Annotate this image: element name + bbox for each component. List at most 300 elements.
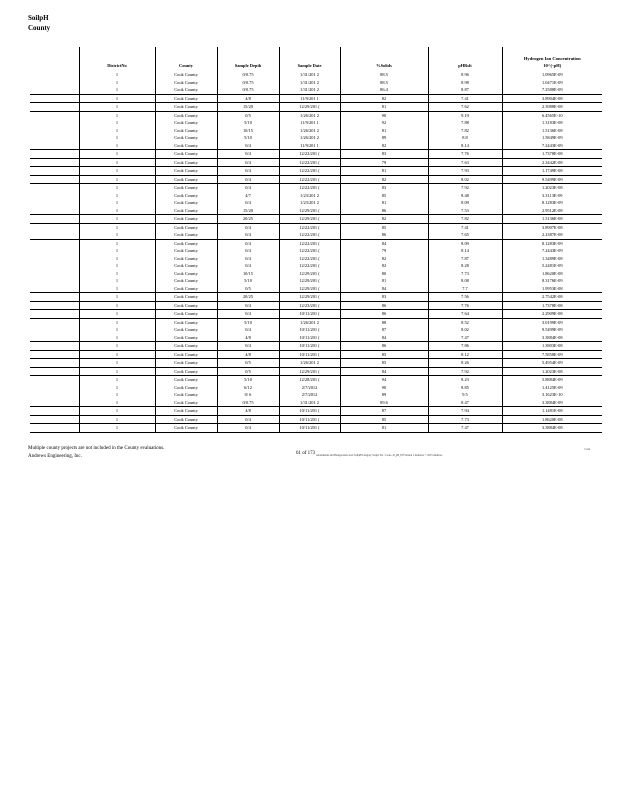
table-row	[30, 262, 602, 270]
county-cell: Cook County	[155, 350, 217, 359]
hydrogen-ion-cell: 1.1481E-08	[502, 407, 602, 416]
date-cell: 1/26/201 2	[279, 127, 340, 135]
county-cell: Cook County	[155, 285, 217, 293]
table-row	[30, 384, 602, 392]
county-cell: Cook County	[155, 424, 217, 433]
column-header-blank	[30, 47, 79, 71]
solids-cell: 79	[340, 247, 428, 255]
table-row	[30, 207, 602, 215]
table-row	[30, 334, 602, 342]
date-cell: 12/29/201 (	[279, 207, 340, 215]
date-cell: 12/29/201 (	[279, 367, 340, 376]
solids-cell: 86	[340, 207, 428, 215]
soil-ph-table	[30, 47, 602, 433]
date-cell: 2/7/2012	[279, 384, 340, 392]
table-row	[30, 424, 602, 433]
district-cell: 1	[79, 175, 155, 184]
ph-cell: 7.7	[428, 285, 502, 293]
district-cell: 1	[79, 262, 155, 270]
table-row	[30, 270, 602, 278]
depth-cell: 0/4	[217, 415, 279, 424]
spacer-cell	[30, 301, 79, 310]
spacer-cell	[30, 199, 79, 207]
solids-cell: 89	[340, 391, 428, 399]
ph-cell: 7.82	[428, 215, 502, 224]
hydrogen-ion-cell: 1.1749E-08	[502, 167, 602, 176]
solids-cell: 83	[340, 184, 428, 192]
hydrogen-ion-cell: 1.8620E-08	[502, 415, 602, 424]
ph-cell: 7.41	[428, 223, 502, 231]
date-cell: 12/22/201 (	[279, 175, 340, 184]
district-cell: 1	[79, 158, 155, 167]
ph-cell: 7.82	[428, 127, 502, 135]
depth-cell: 4/8	[217, 350, 279, 359]
solids-cell: 85	[340, 350, 428, 359]
date-cell: 12/22/201 (	[279, 184, 340, 192]
county-cell: Cook County	[155, 384, 217, 392]
county-cell: Cook County	[155, 150, 217, 159]
footer-company: Andrews Engineering, Inc.	[28, 454, 82, 459]
date-cell: 1/26/201 2	[279, 318, 340, 326]
spacer-cell	[30, 255, 79, 263]
solids-cell: 89.6	[340, 399, 428, 407]
table-row	[30, 158, 602, 167]
hydrogen-ion-cell: 8.3176E-09	[541, 278, 563, 283]
county-cell: Cook County	[155, 192, 217, 200]
date-cell: 12/29/201 (	[279, 215, 340, 224]
ph-cell: 7.47	[428, 334, 502, 342]
ph-cell: 7.94	[428, 407, 502, 416]
footer-file-path: Attachments and Background Level SoilpH/Category Soilpz Yrs.: Cook...D_pH_Eff Version 1 Andrews © 2013 Andrews	[316, 454, 443, 457]
district-cell: 1	[79, 407, 155, 416]
district-cell: 1	[79, 94, 155, 103]
depth-cell: 0/4	[217, 239, 279, 247]
spacer-cell	[30, 71, 79, 79]
county-cell: Cook County	[155, 119, 217, 127]
spacer-cell	[30, 239, 79, 247]
depth-cell: 0/5	[217, 359, 279, 368]
table-row	[30, 376, 602, 384]
county-cell: Cook County	[155, 293, 217, 302]
solids-cell: 90	[340, 111, 428, 119]
district-cell: 1	[79, 223, 155, 231]
hydrogen-ion-cell: 9.5499E-09	[541, 327, 563, 332]
depth-cell: 0/5	[217, 285, 279, 293]
solids-cell: 85	[340, 192, 428, 200]
table-row	[30, 301, 602, 310]
ph-cell: 7.87	[428, 255, 502, 263]
district-cell: 1	[79, 399, 155, 407]
page-number: 61 of 173	[296, 451, 316, 456]
date-cell: 11/9/201 1	[279, 119, 340, 127]
hydrogen-ion-cell: 1.3803E-08	[502, 342, 602, 351]
ph-cell: 7.93	[428, 167, 502, 176]
district-cell: 1	[79, 285, 155, 293]
county-cell: Cook County	[155, 262, 217, 270]
county-cell: Cook County	[155, 310, 217, 319]
date-cell: 12/28/201 (	[279, 376, 340, 384]
hydrogen-ion-cell: 7.2443E-09	[502, 142, 602, 150]
county-cell: Cook County	[155, 391, 217, 399]
date-cell: 10/11/201 (	[279, 415, 340, 424]
date-cell: 12/29/201 (	[279, 270, 340, 278]
depth-cell: 0/0.75	[217, 71, 279, 79]
spacer-cell	[30, 376, 79, 384]
county-cell: Cook County	[155, 223, 217, 231]
depth-cell: 0/5	[217, 367, 279, 376]
ph-cell: 8.14	[428, 247, 502, 255]
spacer-cell	[30, 247, 79, 255]
date-cell: 1/31/201 2	[279, 86, 340, 94]
spacer-cell	[30, 94, 79, 103]
ph-cell: 7.73	[428, 415, 502, 424]
date-cell: 10/11/201 (	[279, 350, 340, 359]
footer-code-label: Code	[584, 448, 590, 451]
depth-cell: 10/15	[217, 270, 279, 278]
hydrogen-ion-cell: 2.9512E-08	[502, 207, 602, 215]
ph-cell: 8.96	[428, 71, 502, 79]
depth-cell: 0/4	[217, 255, 279, 263]
table-row	[30, 239, 602, 247]
hydrogen-ion-cell: 3.1623E-10	[541, 392, 563, 397]
depth-cell: 4/8	[217, 407, 279, 416]
spacer-cell	[30, 184, 79, 192]
report-title-line1: SoilpH	[28, 14, 49, 22]
depth-cell: 5/10	[217, 119, 279, 127]
county-cell: Cook County	[155, 231, 217, 239]
depth-cell: 0/4	[217, 247, 279, 255]
county-cell: Cook County	[155, 142, 217, 150]
date-cell: 12/29/201 (	[279, 277, 340, 285]
spacer-cell	[30, 318, 79, 326]
depth-cell: 0/0.75	[217, 399, 279, 407]
depth-cell: 6/12	[217, 384, 279, 392]
table-row	[30, 86, 602, 94]
hydrogen-ion-cell: 1.8620E-08	[541, 270, 563, 276]
column-header-ph: pHRslt	[428, 47, 502, 71]
county-cell: Cook County	[155, 215, 217, 224]
table-row	[30, 310, 602, 319]
spacer-cell	[30, 293, 79, 302]
spacer-cell	[30, 262, 79, 270]
hydrogen-ion-cell: 1.9953E-08	[502, 285, 602, 293]
ph-cell: 8.09	[428, 239, 502, 247]
ph-cell: 8.52	[428, 318, 502, 326]
solids-cell: 88	[340, 318, 428, 326]
date-cell: 1/31/201 2	[279, 79, 340, 87]
ph-cell: 8.87	[428, 86, 502, 94]
depth-cell: 4/8	[217, 334, 279, 342]
date-cell: 12/29/201 (	[279, 285, 340, 293]
solids-cell: 86	[340, 310, 428, 319]
spacer-cell	[30, 384, 79, 392]
hydrogen-ion-cell: 8.1283E-09	[541, 240, 563, 246]
district-cell: 1	[79, 231, 155, 239]
hydrogen-ion-cell: 1.2023E-08	[541, 185, 563, 190]
footer-page-info	[296, 448, 596, 462]
spacer-cell	[30, 111, 79, 119]
ph-cell: 8.48	[428, 192, 502, 200]
date-cell: 12/23/201 (	[279, 301, 340, 310]
solids-cell: 85	[340, 223, 428, 231]
table-row	[30, 350, 602, 359]
solids-cell: 80	[340, 270, 428, 278]
district-cell: 1	[79, 207, 155, 215]
hydrogen-ion-cell: 3.3113E-09	[542, 192, 563, 198]
depth-cell: 5/10	[217, 318, 279, 326]
solids-cell: 85	[340, 359, 428, 368]
depth-cell: 0/4	[217, 310, 279, 319]
solids-cell: 92	[340, 119, 428, 127]
hydrogen-ion-cell: 2.2909E-08	[502, 310, 602, 319]
table-row	[30, 277, 602, 285]
depth-cell: 0/4	[217, 167, 279, 176]
spacer-cell	[30, 86, 79, 94]
county-cell: Cook County	[155, 127, 217, 135]
depth-cell: 0/0.75	[217, 79, 279, 87]
ph-cell: 7.63	[428, 158, 502, 167]
ph-cell: 8.8	[428, 134, 502, 142]
district-cell: 1	[79, 376, 155, 384]
solids-cell: 86	[340, 231, 428, 239]
ph-cell: 8.08	[428, 277, 502, 285]
hydrogen-ion-cell: 1.2023E-08	[502, 367, 602, 376]
hydrogen-ion-cell: 5.8884E-09	[541, 377, 563, 382]
date-cell: 12/22/201 (	[279, 262, 340, 270]
table-row	[30, 342, 602, 351]
solids-cell: 81	[340, 167, 428, 176]
hydrogen-ion-cell: 3.3884E-08	[502, 334, 602, 342]
date-cell: 1/23/201 2	[279, 192, 340, 200]
solids-cell: 83	[340, 293, 428, 302]
solids-cell: 87	[340, 407, 428, 416]
district-cell: 1	[79, 192, 155, 200]
county-cell: Cook County	[155, 184, 217, 192]
hydrogen-ion-cell: 9.5499E-09	[502, 175, 602, 184]
date-cell: 12/22/201 (	[279, 255, 340, 263]
spacer-cell	[30, 150, 79, 159]
solids-cell: 81	[340, 127, 428, 135]
county-cell: Cook County	[155, 301, 217, 310]
date-cell: 12/22/201 (	[279, 158, 340, 167]
ph-cell: 9.19	[428, 111, 502, 119]
date-cell: 12/22/201 (	[279, 167, 340, 176]
district-cell: 1	[79, 384, 155, 392]
spacer-cell	[30, 103, 79, 112]
table-row	[30, 399, 602, 407]
ph-cell: 8.09	[428, 199, 502, 207]
table-row	[30, 199, 602, 207]
district-cell: 1	[79, 310, 155, 319]
date-cell: 12/22/201 (	[279, 223, 340, 231]
hydrogen-ion-cell: 3.8907E-08	[541, 224, 563, 230]
solids-cell: 86	[340, 342, 428, 351]
spacer-cell	[30, 399, 79, 407]
ph-cell: 8.28	[428, 262, 502, 270]
depth-cell: 5/10	[217, 277, 279, 285]
district-cell: 1	[79, 134, 155, 142]
hydrogen-ion-cell: 1.5136E-08	[541, 127, 563, 133]
table-row	[30, 167, 602, 176]
date-cell: 1/31/201 2	[279, 399, 340, 407]
hydrogen-ion-cell: 1.5136E-08	[502, 215, 602, 224]
county-cell: Cook County	[155, 334, 217, 342]
column-header-county: County	[155, 47, 217, 71]
depth-cell: 0/4	[217, 175, 279, 184]
hydrogen-ion-cell: 7.2443E-09	[541, 248, 563, 253]
depth-cell: 0/4	[217, 142, 279, 150]
ph-cell: 7.76	[428, 150, 502, 159]
county-cell: Cook County	[155, 376, 217, 384]
depth-cell: 15/20	[217, 103, 279, 112]
hydrogen-ion-cell: 2.2387E-08	[502, 231, 602, 239]
column-header-hydrogen-ion-line2: 10^(-pH)	[543, 63, 562, 68]
table-row	[30, 247, 602, 255]
depth-cell: 5/10	[217, 376, 279, 384]
solids-cell: 89	[340, 134, 428, 142]
depth-cell: 0/4	[217, 184, 279, 192]
hydrogen-ion-cell: 7.5858E-09	[502, 350, 602, 359]
table-row	[30, 223, 602, 231]
ph-cell: 7.86	[428, 342, 502, 351]
county-cell: Cook County	[155, 167, 217, 176]
depth-cell: 0/4	[217, 262, 279, 270]
spacer-cell	[30, 192, 79, 200]
depth-cell: 4/8	[217, 94, 279, 103]
ph-cell: 8.12	[428, 350, 502, 359]
table-row	[30, 119, 602, 127]
hydrogen-ion-cell: 6.4565E-10	[541, 112, 563, 118]
ph-cell: 7.64	[428, 310, 502, 319]
depth-cell: 0/4	[217, 342, 279, 351]
county-cell: Cook County	[155, 270, 217, 278]
ph-cell: 7.73	[428, 270, 502, 278]
district-cell: 1	[79, 326, 155, 334]
date-cell: 12/29/201 (	[279, 293, 340, 302]
solids-cell: 84	[340, 367, 428, 376]
solids-cell: 87	[340, 326, 428, 334]
county-cell: Cook County	[155, 86, 217, 94]
spacer-cell	[30, 310, 79, 319]
hydrogen-ion-cell: 2.3988E-08	[502, 103, 602, 112]
hydrogen-ion-cell: 1.0471E-09	[541, 79, 563, 85]
ph-cell: 7.92	[428, 184, 502, 192]
hydrogen-ion-cell: 3.0199E-09	[541, 319, 563, 325]
report-title-line2: County	[28, 23, 51, 32]
table-row	[30, 359, 602, 368]
district-cell: 1	[79, 318, 155, 326]
ph-cell: 7.47	[428, 424, 502, 433]
ph-cell: 7.53	[428, 207, 502, 215]
depth-cell: 0/4	[217, 223, 279, 231]
table-row	[30, 215, 602, 224]
solids-cell: 82	[340, 262, 428, 270]
ph-cell: 8.85	[428, 384, 502, 392]
depth-cell: 0/ 6	[217, 391, 279, 399]
solids-cell: 82	[340, 94, 428, 103]
spacer-cell	[30, 119, 79, 127]
depth-cell: 15/20	[217, 207, 279, 215]
county-cell: Cook County	[155, 407, 217, 416]
column-header-hydrogen-ion	[502, 47, 602, 71]
solids-cell: 88.5	[340, 79, 428, 87]
hydrogen-ion-cell: 1.3489E-08	[541, 255, 563, 261]
district-cell: 1	[79, 415, 155, 424]
depth-cell: 20/25	[217, 215, 279, 224]
footer-note: Multiple county projects are not included in the County evaluations.	[28, 446, 165, 451]
date-cell: 1/23/201 2	[279, 199, 340, 207]
spacer-cell	[30, 350, 79, 359]
county-cell: Cook County	[155, 175, 217, 184]
table-row	[30, 192, 602, 200]
ph-cell: 7.41	[428, 94, 502, 103]
hydrogen-ion-cell: 5.2481E-09	[541, 263, 563, 268]
date-cell: 12/29/201 (	[279, 103, 340, 112]
district-cell: 1	[79, 391, 155, 399]
solids-cell: 82	[340, 175, 428, 184]
column-header-district: DistrictNo	[79, 47, 155, 71]
solids-cell: 88.5	[340, 71, 428, 79]
date-cell: 2/7/2012	[279, 391, 340, 399]
table-row	[30, 103, 602, 112]
district-cell: 1	[79, 239, 155, 247]
hydrogen-ion-cell: 7.2588E-09	[502, 86, 602, 94]
depth-cell: 10/15	[217, 127, 279, 135]
district-cell: 1	[79, 103, 155, 112]
table-row	[30, 134, 602, 142]
table-row	[30, 285, 602, 293]
hydrogen-ion-cell: 8.1283E-09	[541, 200, 563, 205]
date-cell: 10/11/201 (	[279, 407, 340, 416]
solids-cell: 81	[340, 103, 428, 112]
ph-cell: 7.88	[428, 119, 502, 127]
hydrogen-ion-cell: 2.3442E-08	[502, 158, 602, 167]
county-cell: Cook County	[155, 207, 217, 215]
county-cell: Cook County	[155, 71, 217, 79]
depth-cell: 0/0.75	[217, 86, 279, 94]
table-row	[30, 367, 602, 376]
date-cell: 11/9/201 1	[279, 94, 340, 103]
county-cell: Cook County	[155, 342, 217, 351]
table-row	[30, 407, 602, 416]
district-cell: 1	[79, 367, 155, 376]
depth-cell: 20/25	[217, 293, 279, 302]
solids-cell: 81	[340, 424, 428, 433]
depth-cell: 0/4	[217, 301, 279, 310]
county-cell: Cook County	[155, 318, 217, 326]
spacer-cell	[30, 326, 79, 334]
table-row	[30, 71, 602, 79]
hydrogen-ion-cell: 3.3884E-08	[502, 424, 602, 433]
district-cell: 1	[79, 334, 155, 342]
table-row	[30, 175, 602, 184]
district-cell: 1	[79, 270, 155, 278]
district-cell: 1	[79, 79, 155, 87]
solids-cell: 79	[340, 158, 428, 167]
solids-cell: 82	[340, 215, 428, 224]
solids-cell: 82	[340, 142, 428, 150]
spacer-cell	[30, 207, 79, 215]
county-cell: Cook County	[155, 277, 217, 285]
county-cell: Cook County	[155, 94, 217, 103]
date-cell: 1/31/201 2	[279, 71, 340, 79]
solids-cell: 85	[340, 415, 428, 424]
date-cell: 1/26/201 2	[279, 359, 340, 368]
spacer-cell	[30, 134, 79, 142]
ph-cell: 8.47	[428, 399, 502, 407]
depth-cell: 0/4	[217, 326, 279, 334]
hydrogen-ion-cell: 3.3884E-09	[502, 399, 602, 407]
